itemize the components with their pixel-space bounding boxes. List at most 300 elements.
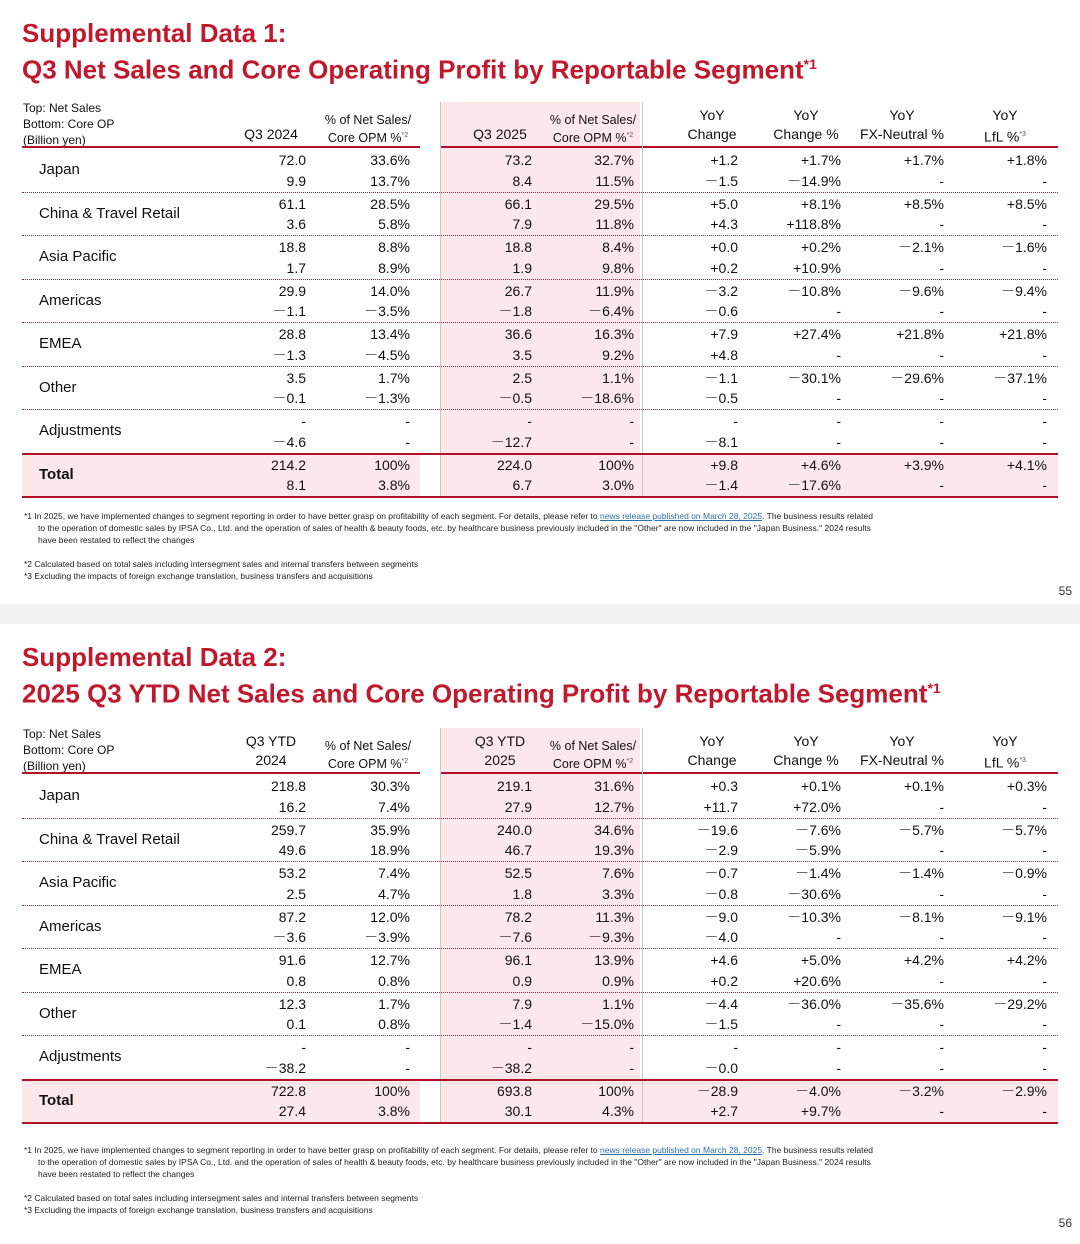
net-sales-cell: -: [527, 413, 532, 429]
net-sales-cell: －8.1%: [898, 908, 944, 925]
core-op-cell: －0.0: [704, 1059, 738, 1076]
net-sales-cell: 722.8: [270, 1082, 306, 1099]
core-op-cell: 19.3%: [594, 842, 634, 858]
header-line: [303, 754, 433, 772]
header-text: Core OPM %: [327, 757, 402, 772]
core-op-cell: 13.7%: [370, 172, 410, 189]
core-op-cell: -: [939, 390, 944, 406]
core-op-cell: -: [939, 346, 944, 363]
net-sales-cell: 53.2: [278, 865, 306, 881]
header-text: % of Net Sales/: [324, 113, 412, 127]
core-op-cell: -: [405, 1059, 410, 1076]
net-sales-cell: －37.1%: [993, 369, 1047, 386]
net-sales-cell: 29.9: [278, 282, 306, 299]
slide-title: [22, 642, 941, 710]
core-op-cell: －0.1: [272, 390, 306, 406]
header-text: Q3 2024: [244, 126, 298, 142]
core-op-cell: -: [939, 929, 944, 945]
core-op-cell: 27.9: [504, 798, 532, 815]
footnote-1-rest: . The business results related: [762, 1145, 873, 1155]
core-op-cell: -: [836, 346, 841, 363]
core-op-cell: 1.8: [512, 885, 532, 902]
header-text: YoY: [699, 733, 725, 749]
core-op-cell: -: [836, 390, 841, 406]
net-sales-cell: 214.2: [270, 456, 306, 473]
header-footnote-mark: *3: [1019, 757, 1026, 764]
net-sales-cell: 12.0%: [370, 908, 410, 925]
net-sales-cell: 96.1: [504, 952, 532, 968]
core-op-cell: 9.9: [286, 172, 306, 189]
core-op-cell: 30.1: [504, 1103, 532, 1119]
footnote-3: *3 Excluding the impacts of foreign exchange translation, business transfers and acquisitions: [24, 1205, 373, 1215]
segment-name: China & Travel Retail: [39, 204, 180, 222]
net-sales-cell: 100%: [374, 1082, 410, 1099]
net-sales-cell: －36.0%: [787, 995, 841, 1012]
net-sales-cell: －4.0%: [795, 1082, 841, 1099]
header-footnote-mark: *2: [626, 132, 634, 139]
segment-name: Total: [39, 465, 74, 483]
net-sales-cell: 1.7%: [378, 369, 410, 386]
net-sales-cell: -: [836, 1039, 841, 1055]
core-op-cell: 0.1: [286, 1016, 306, 1032]
header-text: YoY: [889, 107, 915, 123]
row-separator: [22, 192, 1058, 193]
core-op-cell: -: [939, 1103, 944, 1119]
core-op-cell: －14.9%: [787, 172, 841, 189]
core-op-cell: -: [1042, 216, 1047, 232]
core-op-cell: -: [836, 1059, 841, 1076]
core-op-cell: -: [836, 929, 841, 945]
net-sales-cell: -: [629, 413, 634, 429]
core-op-cell: 8.9%: [378, 259, 410, 276]
core-op-cell: 3.3%: [602, 885, 634, 902]
core-op-cell: +118.8%: [786, 216, 841, 232]
row-separator: [22, 496, 1058, 498]
net-sales-cell: －7.6%: [795, 821, 841, 838]
core-op-cell: 9.8%: [602, 259, 634, 276]
footnote-1-rest: . The business results related: [762, 511, 873, 521]
segment-name: Adjustments: [39, 422, 122, 439]
column-header-cur-pct: [528, 738, 658, 772]
core-op-cell: －3.6: [272, 929, 306, 945]
net-sales-cell: 2.5: [512, 369, 532, 386]
net-sales-cell: 72.0: [278, 152, 306, 168]
header-line: [528, 754, 658, 772]
legend-line: Top: Net Sales: [23, 101, 102, 115]
header-text: YoY: [793, 107, 819, 123]
header-text: LfL %: [984, 128, 1020, 145]
footnote-1-line-2: to the operation of domestic sales by IPSA Co., Ltd. and the operation of sales of health & beauty foods, etc. by healthcare business previously included in the "Other" are now included in the "Japan Business." 2024 results: [38, 1157, 871, 1167]
net-sales-cell: 13.4%: [370, 326, 410, 342]
header-text: LfL %: [984, 754, 1020, 771]
table-legend: [23, 100, 114, 148]
net-sales-cell: -: [836, 413, 841, 429]
core-op-cell: -: [1042, 477, 1047, 493]
core-op-cell: 6.7: [512, 477, 532, 493]
net-sales-cell: +0.0: [710, 239, 738, 255]
net-sales-cell: +8.1%: [800, 195, 841, 212]
core-op-cell: -: [1042, 798, 1047, 815]
column-header-cur-pct: [528, 112, 658, 146]
net-sales-cell: 7.4%: [378, 865, 410, 881]
net-sales-cell: 18.8: [278, 239, 306, 255]
net-sales-cell: +21.8%: [999, 326, 1047, 342]
core-op-cell: -: [836, 1016, 841, 1032]
core-op-cell: －38.2: [264, 1059, 306, 1076]
core-op-cell: －30.6%: [787, 885, 841, 902]
net-sales-cell: 100%: [374, 456, 410, 473]
header-text: Q3 2025: [473, 126, 527, 142]
core-op-cell: -: [939, 842, 944, 858]
net-sales-cell: +1.2: [710, 152, 738, 168]
core-op-cell: -: [1042, 1059, 1047, 1076]
net-sales-cell: －5.7%: [1001, 821, 1047, 838]
net-sales-cell: -: [405, 1039, 410, 1055]
core-op-cell: 1.9: [512, 259, 532, 276]
segment-name: Asia Pacific: [39, 248, 117, 265]
net-sales-cell: +5.0%: [800, 952, 841, 968]
net-sales-cell: -: [301, 413, 306, 429]
segment-name: Other: [39, 1004, 77, 1022]
net-sales-cell: 29.5%: [594, 195, 634, 212]
segment-name: Americas: [39, 291, 102, 309]
net-sales-cell: 11.9%: [595, 282, 634, 299]
net-sales-cell: +1.7%: [903, 152, 944, 168]
net-sales-cell: 36.6: [504, 326, 532, 342]
title-line-2: [22, 49, 817, 86]
net-sales-cell: 12.7%: [370, 952, 410, 968]
header-text: FX-Neutral %: [859, 126, 945, 142]
net-sales-cell: +8.5%: [1006, 195, 1047, 212]
segment-name: Americas: [39, 917, 102, 935]
net-sales-cell: 8.4%: [602, 239, 634, 255]
core-op-cell: 7.4%: [378, 798, 410, 815]
net-sales-cell: －2.9%: [1001, 1082, 1047, 1099]
core-op-cell: －1.3: [272, 346, 306, 363]
net-sales-cell: -: [733, 413, 738, 429]
net-sales-cell: －1.6%: [1001, 239, 1047, 255]
row-separator: [22, 279, 1058, 280]
header-footnote-mark: *2: [401, 132, 409, 139]
net-sales-cell: +0.1%: [903, 778, 944, 794]
net-sales-cell: +4.6: [710, 952, 738, 968]
column-header-prev-pct: [303, 738, 433, 772]
net-sales-cell: 35.9%: [370, 821, 410, 838]
core-op-cell: -: [939, 259, 944, 276]
title-line-2: [22, 673, 941, 710]
core-op-cell: －0.5: [498, 390, 532, 406]
core-op-cell: 4.7%: [378, 885, 410, 902]
core-op-cell: -: [939, 885, 944, 902]
header-text: Change %: [773, 126, 839, 142]
net-sales-cell: 28.5%: [370, 195, 410, 212]
header-text: YoY: [793, 733, 819, 749]
net-sales-cell: +27.4%: [793, 326, 841, 342]
header-text: Q3 YTD: [245, 733, 297, 749]
net-sales-cell: 32.7%: [594, 152, 634, 168]
net-sales-cell: +1.7%: [800, 152, 841, 168]
core-op-cell: －5.9%: [795, 842, 841, 858]
core-op-cell: -: [1042, 390, 1047, 406]
row-separator: [22, 948, 1058, 949]
net-sales-cell: －9.0: [704, 908, 738, 925]
net-sales-cell: 693.8: [496, 1082, 532, 1099]
header-text: Change %: [773, 752, 839, 768]
core-op-cell: -: [939, 172, 944, 189]
column-header-lfl: [940, 106, 1070, 147]
slide-title: [22, 18, 817, 86]
header-line: [303, 128, 433, 146]
net-sales-cell: －1.1: [704, 369, 738, 386]
table-legend: [23, 726, 114, 774]
net-sales-cell: －0.7: [704, 865, 738, 881]
net-sales-cell: －35.6%: [890, 995, 944, 1012]
core-op-cell: 0.8%: [378, 1016, 410, 1032]
core-op-cell: －4.0: [704, 929, 738, 945]
core-op-cell: －2.9: [704, 842, 738, 858]
net-sales-cell: 7.9: [512, 995, 532, 1012]
footnote-1: [24, 1144, 1044, 1180]
footnote-2: *2 Calculated based on total sales including intersegment sales and internal transfers between segments: [24, 1193, 419, 1203]
core-op-cell: +0.2: [710, 259, 738, 276]
core-op-cell: －8.1: [704, 433, 738, 450]
footnote-1-line-3: have been restated to reflect the changes: [38, 1169, 195, 1179]
net-sales-cell: 13.9%: [594, 952, 634, 968]
core-op-cell: 3.6: [286, 216, 306, 232]
net-sales-cell: +4.6%: [800, 456, 841, 473]
net-sales-cell: －1.4%: [898, 865, 944, 881]
net-sales-cell: －1.4%: [795, 865, 841, 881]
header-line: [940, 751, 1070, 773]
net-sales-cell: -: [527, 1039, 532, 1055]
net-sales-cell: +4.2%: [903, 952, 944, 968]
header-line: [940, 732, 1070, 751]
net-sales-cell: +0.1%: [800, 778, 841, 794]
core-op-cell: +11.7: [703, 798, 738, 815]
core-op-cell: 2.5: [286, 885, 306, 902]
core-op-cell: -: [1042, 1103, 1047, 1119]
row-separator: [22, 322, 1058, 323]
core-op-cell: －38.2: [490, 1059, 532, 1076]
core-op-cell: -: [939, 1016, 944, 1032]
core-op-cell: 27.4: [278, 1103, 306, 1119]
core-op-cell: +20.6%: [793, 972, 841, 989]
core-op-cell: 18.9%: [370, 842, 410, 858]
core-op-cell: 0.8: [286, 972, 306, 989]
net-sales-cell: -: [939, 413, 944, 429]
core-op-cell: 0.8%: [378, 972, 410, 989]
header-text: Core OPM %: [327, 131, 402, 146]
core-op-cell: -: [939, 972, 944, 989]
core-op-cell: －1.5: [704, 172, 738, 189]
net-sales-cell: 34.6%: [594, 821, 634, 838]
net-sales-cell: 1.7%: [378, 995, 410, 1012]
row-separator: [22, 1035, 1058, 1036]
net-sales-cell: 16.3%: [594, 326, 634, 342]
core-op-cell: －3.9%: [364, 929, 410, 945]
net-sales-cell: －10.3%: [787, 908, 841, 925]
core-op-cell: 46.7: [504, 842, 532, 858]
core-op-cell: －4.5%: [364, 346, 410, 363]
net-sales-cell: -: [629, 1039, 634, 1055]
net-sales-cell: 11.3%: [595, 908, 634, 925]
core-op-cell: 9.2%: [602, 346, 634, 363]
title-line-2-text: 2025 Q3 YTD Net Sales and Core Operating Profit by Reportable Segment: [22, 678, 928, 709]
net-sales-cell: －9.4%: [1001, 282, 1047, 299]
net-sales-cell: 1.1%: [602, 369, 634, 386]
header-separator: [22, 772, 1058, 774]
header-text: 2025: [484, 752, 516, 768]
core-op-cell: -: [1042, 885, 1047, 902]
header-line: [303, 738, 433, 754]
core-op-cell: -: [939, 216, 944, 232]
core-op-cell: -: [1042, 433, 1047, 450]
core-op-cell: －0.5: [704, 390, 738, 406]
core-op-cell: 3.8%: [378, 1103, 410, 1119]
core-op-cell: 8.4: [512, 172, 532, 189]
net-sales-cell: 14.0%: [370, 282, 410, 299]
legend-line: (Billion yen): [23, 133, 86, 147]
net-sales-cell: -: [1042, 413, 1047, 429]
header-footnote-mark: *2: [626, 758, 634, 765]
net-sales-cell: －3.2%: [898, 1082, 944, 1099]
core-op-cell: -: [836, 433, 841, 450]
header-line: [528, 738, 658, 754]
header-text: FX-Neutral %: [859, 752, 945, 768]
core-op-cell: －18.6%: [580, 390, 634, 406]
core-op-cell: －3.5%: [364, 303, 410, 319]
core-op-cell: 12.7%: [594, 798, 634, 815]
core-op-cell: -: [1042, 842, 1047, 858]
net-sales-cell: +1.8%: [1006, 152, 1047, 168]
row-separator: [22, 409, 1058, 410]
column-header-lfl: [940, 732, 1070, 773]
core-op-cell: -: [939, 477, 944, 493]
core-op-cell: +72.0%: [793, 798, 841, 815]
title-line-2-text: Q3 Net Sales and Core Operating Profit by Reportable Segment: [22, 54, 804, 85]
core-op-cell: －15.0%: [580, 1016, 634, 1032]
slide-supplemental-data-2: [0, 624, 1080, 1244]
title-footnote-mark: *1: [927, 680, 941, 696]
net-sales-cell: +0.3%: [1006, 778, 1047, 794]
net-sales-cell: +0.3: [710, 778, 738, 794]
net-sales-cell: 100%: [598, 1082, 634, 1099]
footnote-3: *3 Excluding the impacts of foreign exchange translation, business transfers and acquisitions: [24, 571, 373, 581]
net-sales-cell: 8.8%: [378, 239, 410, 255]
segment-name: Adjustments: [39, 1048, 122, 1065]
footnote-1-text: *1 In 2025, we have implemented changes to segment reporting in order to have better grasp on profitability of each segment. For details, please refer to: [24, 511, 598, 521]
title-line-1: Supplemental Data 2:: [22, 642, 287, 672]
core-op-cell: -: [1042, 1016, 1047, 1032]
row-separator: [22, 235, 1058, 236]
core-op-cell: 0.9%: [602, 972, 634, 989]
core-op-cell: －1.4: [704, 477, 738, 493]
core-op-cell: +4.3: [710, 216, 738, 232]
column-header-prev-pct: [303, 112, 433, 146]
core-op-cell: -: [1042, 929, 1047, 945]
core-op-cell: －1.8: [498, 303, 532, 319]
net-sales-cell: -: [733, 1039, 738, 1055]
core-op-cell: 11.5%: [595, 172, 634, 189]
core-op-cell: －12.7: [490, 433, 532, 450]
core-op-cell: 0.9: [512, 972, 532, 989]
core-op-cell: 3.5: [512, 346, 532, 363]
net-sales-cell: +5.0: [710, 195, 738, 212]
header-line: [940, 106, 1070, 125]
net-sales-cell: +7.9: [710, 326, 738, 342]
net-sales-cell: +9.8: [710, 456, 738, 473]
footnote-1-line-2: to the operation of domestic sales by IPSA Co., Ltd. and the operation of sales of health & beauty foods, etc. by healthcare business previously included in the "Other" are now included in the "Japan Business." 2024 results: [38, 523, 871, 533]
net-sales-cell: －30.1%: [787, 369, 841, 386]
core-op-cell: 3.0%: [602, 477, 634, 493]
footnote-2: *2 Calculated based on total sales including intersegment sales and internal transfers between segments: [24, 559, 419, 569]
footnote-1-text: *1 In 2025, we have implemented changes to segment reporting in order to have better grasp on profitability of each segment. For details, please refer to: [24, 1145, 598, 1155]
core-op-cell: －1.3%: [364, 390, 410, 406]
net-sales-cell: 219.1: [496, 778, 532, 794]
net-sales-cell: 7.6%: [602, 865, 634, 881]
core-op-cell: －1.1: [272, 303, 306, 319]
row-separator: [22, 818, 1058, 819]
core-op-cell: －17.6%: [787, 477, 841, 493]
core-op-cell: 3.8%: [378, 477, 410, 493]
net-sales-cell: －10.8%: [787, 282, 841, 299]
net-sales-cell: 78.2: [504, 908, 532, 925]
core-op-cell: -: [629, 433, 634, 450]
news-release-link[interactable]: news release published on March 28, 2025: [599, 511, 763, 521]
core-op-cell: -: [939, 303, 944, 319]
news-release-link[interactable]: news release published on March 28, 2025: [599, 1145, 763, 1155]
header-text: Core OPM %: [552, 131, 627, 146]
core-op-cell: -: [1042, 346, 1047, 363]
segment-name: Japan: [39, 787, 80, 804]
net-sales-cell: +8.5%: [903, 195, 944, 212]
footnote-1: [24, 510, 1044, 546]
header-text: YoY: [699, 107, 725, 123]
net-sales-cell: 240.0: [496, 821, 532, 838]
net-sales-cell: -: [1042, 1039, 1047, 1055]
header-text: YoY: [992, 733, 1018, 749]
core-op-cell: -: [1042, 259, 1047, 276]
net-sales-cell: -: [405, 413, 410, 429]
segment-name: China & Travel Retail: [39, 830, 180, 848]
core-op-cell: -: [939, 798, 944, 815]
core-op-cell: +9.7%: [800, 1103, 841, 1119]
core-op-cell: -: [1042, 972, 1047, 989]
header-text: Core OPM %: [552, 757, 627, 772]
net-sales-cell: +0.2%: [800, 239, 841, 255]
net-sales-cell: －5.7%: [898, 821, 944, 838]
core-op-cell: -: [939, 1059, 944, 1076]
core-op-cell: -: [939, 433, 944, 450]
net-sales-cell: 66.1: [504, 195, 532, 212]
header-text: YoY: [889, 733, 915, 749]
legend-line: Top: Net Sales: [23, 727, 102, 741]
header-separator: [22, 146, 1058, 148]
header-text: 2024: [255, 752, 287, 768]
net-sales-cell: －4.4: [704, 995, 738, 1012]
net-sales-cell: 218.8: [270, 778, 306, 794]
header-footnote-mark: *2: [401, 758, 409, 765]
legend-line: Bottom: Core OP: [23, 743, 115, 757]
legend-line: (Billion yen): [23, 759, 86, 773]
core-op-cell: 1.7: [286, 259, 306, 276]
segment-name: Other: [39, 378, 77, 396]
core-op-cell: －0.8: [704, 885, 738, 902]
net-sales-cell: 28.8: [278, 326, 306, 342]
net-sales-cell: 52.5: [504, 865, 532, 881]
net-sales-cell: 224.0: [496, 456, 532, 473]
net-sales-cell: 87.2: [278, 908, 306, 925]
